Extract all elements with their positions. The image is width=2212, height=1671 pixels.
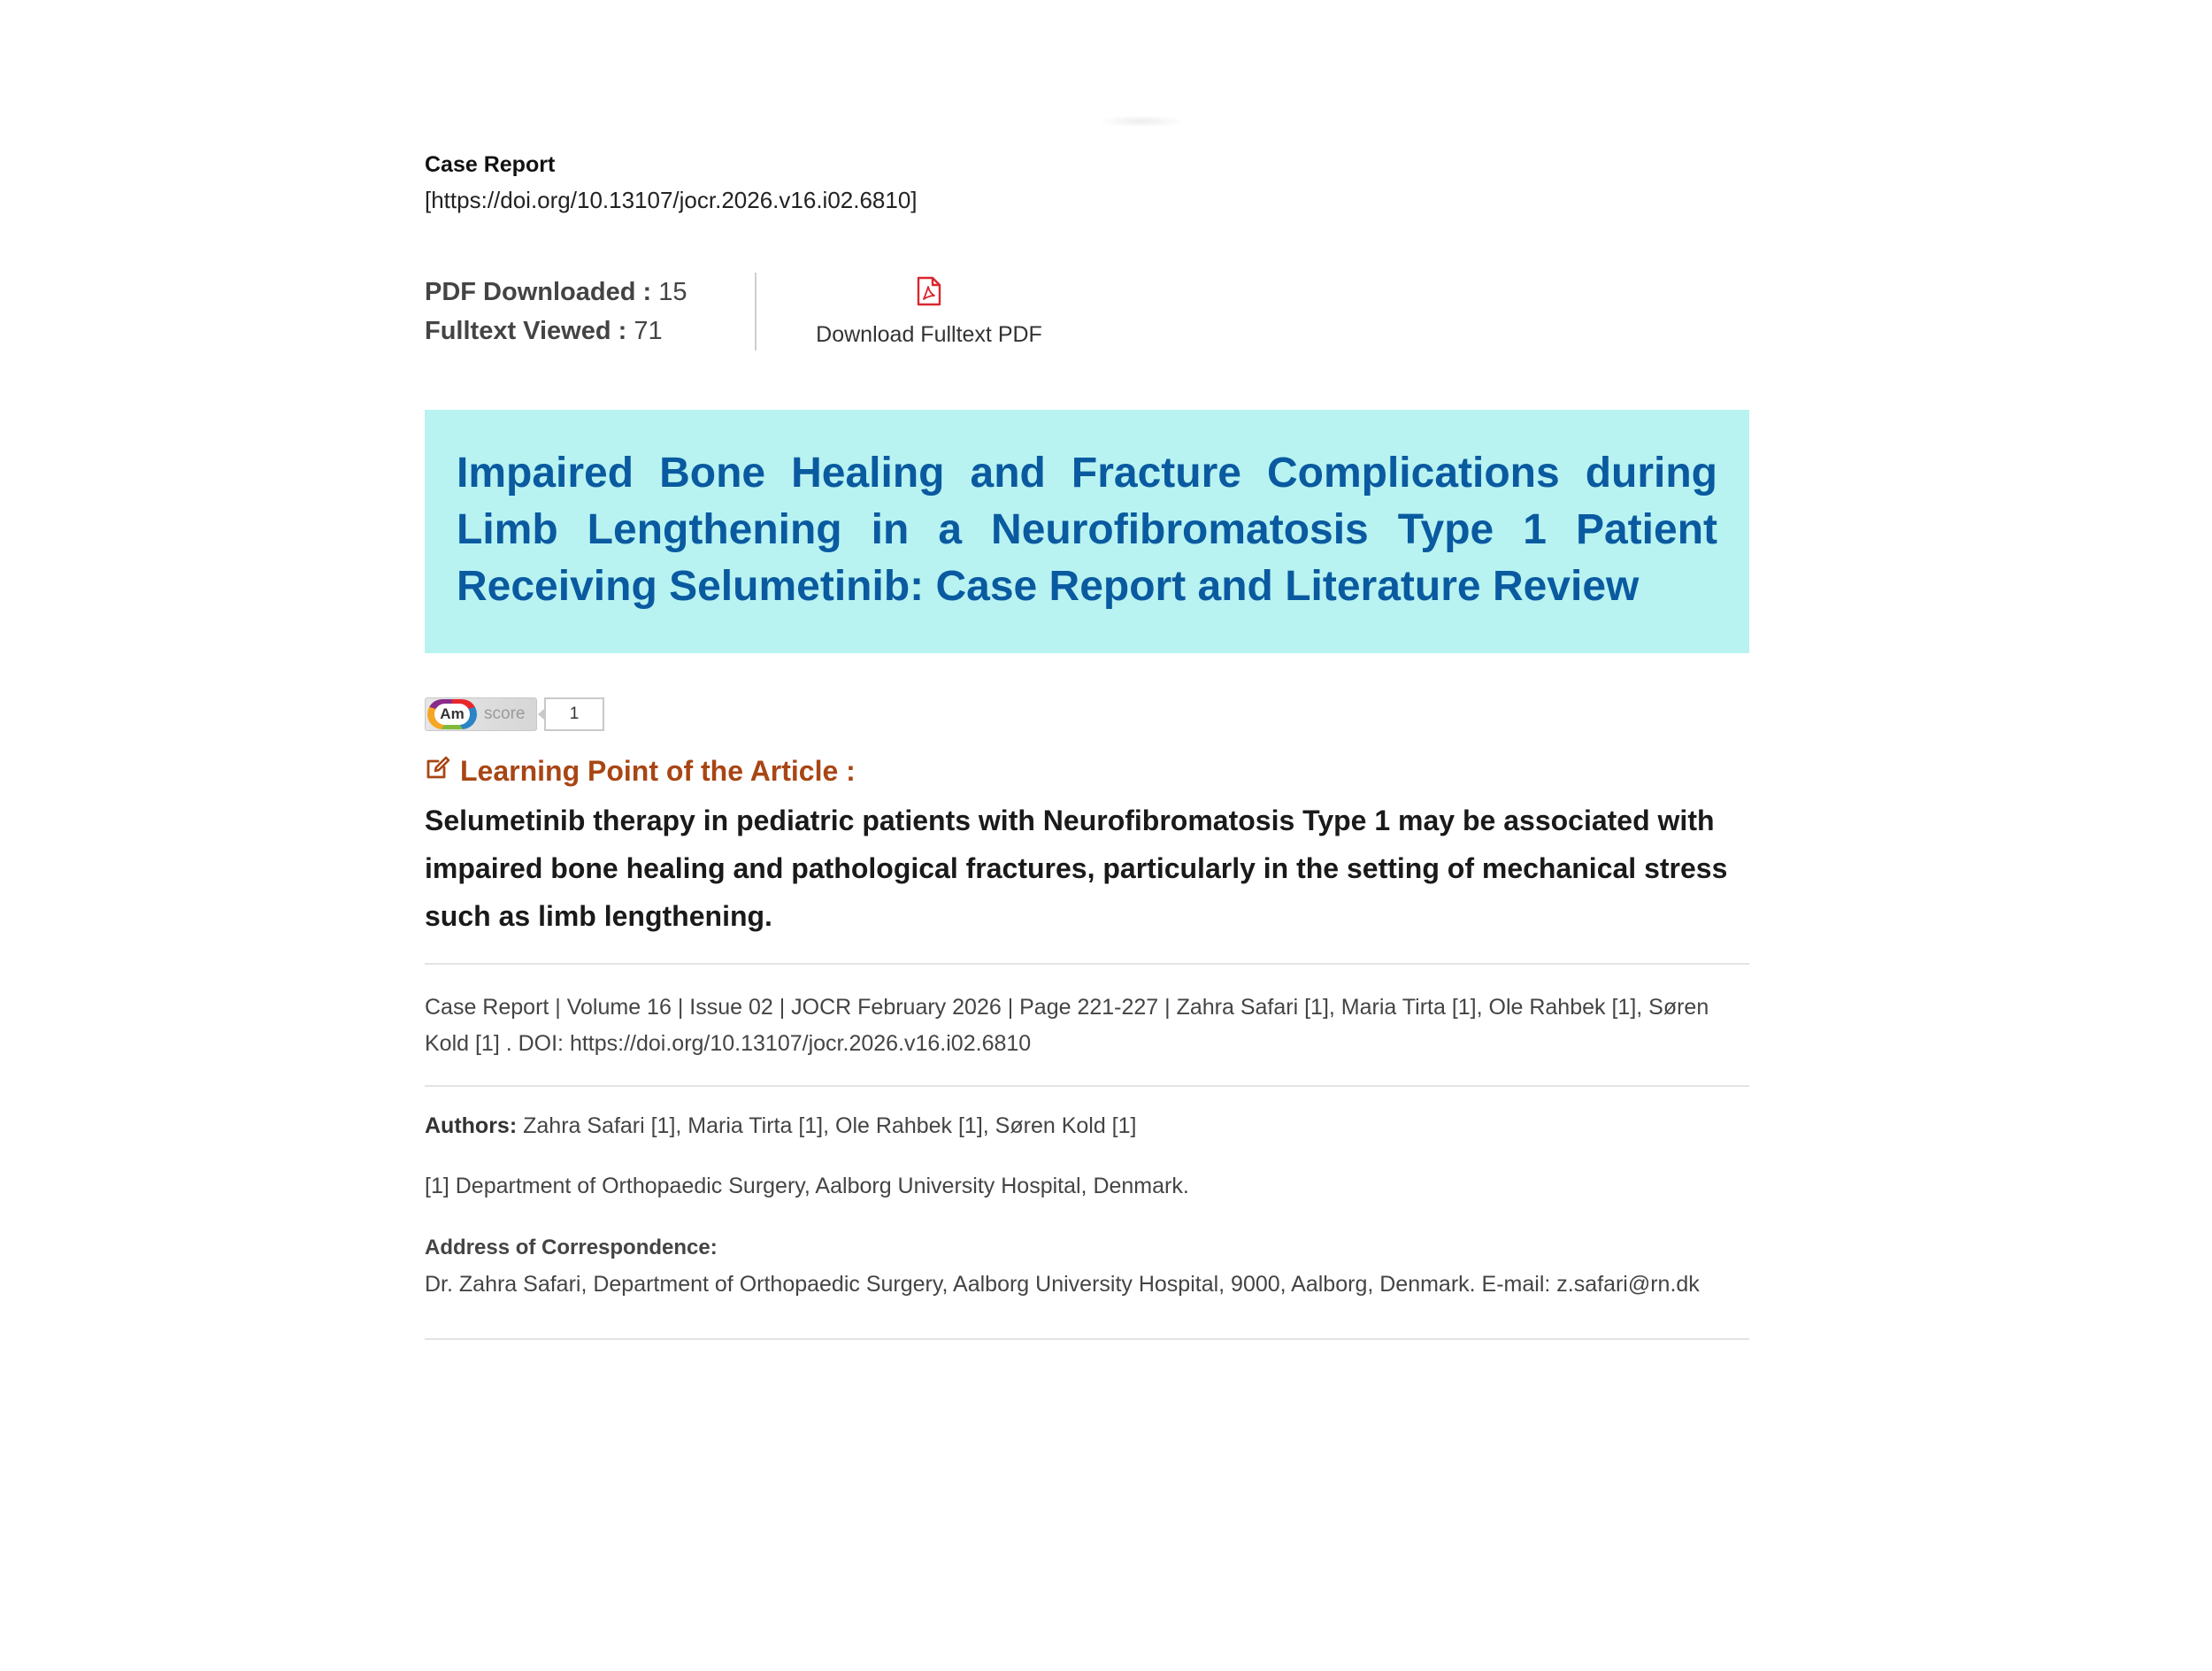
article-title-box <box>425 410 1749 653</box>
altmetric-score-label: score <box>484 705 526 723</box>
top-shadow <box>1097 115 1186 127</box>
altmetric-prefix: Am <box>434 704 470 725</box>
learning-point-text: Selumetinib therapy in pediatric patients with Neurofibromatosis Type 1 may be associated with impaired bone healing and pathological fractures, particularly in the setting of mechanical stress such as limb lengthening. <box>425 805 1728 932</box>
download-fulltext-pdf-button[interactable] <box>796 276 1062 348</box>
doi-link[interactable]: [https://doi.org/10.13107/jocr.2026.v16.i02.6810] <box>425 187 918 213</box>
altmetric-badge[interactable] <box>425 697 604 731</box>
fulltext-viewed-label: Fulltext Viewed : <box>425 317 627 345</box>
fulltext-viewed-value: 71 <box>634 317 663 345</box>
authors-line <box>425 1113 1136 1139</box>
authors-names: Zahra Safari [1], Maria Tirta [1], Ole Rahbek [1], Søren Kold [1] <box>523 1113 1137 1138</box>
correspondence-text: Dr. Zahra Safari, Department of Orthopaedic Surgery, Aalborg University Hospital, 9000, Aalborg, Denmark. E-mail: z.safari@rn.dk <box>425 1272 1700 1297</box>
altmetric-donut-icon <box>427 699 477 729</box>
citation-line: Case Report | Volume 16 | Issue 02 | JOCR February 2026 | Page 221-227 | Zahra Safari [1], Maria Tirta [1], Ole Rahbek [1], Søren Kold [1] . DOI: https://doi.org/10.13107/jocr.2026.v16.i02.6810 <box>425 995 1709 1056</box>
pdf-downloaded-label: PDF Downloaded : <box>425 278 652 306</box>
fulltext-viewed-stat <box>425 312 752 350</box>
altmetric-score-value: 1 <box>544 697 604 731</box>
learning-point-heading-text: Learning Point of the Article : <box>460 754 856 787</box>
divider-1 <box>425 963 1749 965</box>
pdf-downloaded-value: 15 <box>658 278 687 306</box>
article-stats <box>425 273 752 350</box>
download-fulltext-label: Download Fulltext PDF <box>816 322 1042 347</box>
pdf-downloaded-stat <box>425 273 752 312</box>
correspondence-label: Address of Correspondence: <box>425 1236 718 1259</box>
article-type-label: Case Report <box>425 152 556 177</box>
altmetric-logo <box>425 697 537 731</box>
edit-icon <box>425 754 460 788</box>
authors-label: Authors: <box>425 1113 518 1138</box>
article-title: Impaired Bone Healing and Fracture Complications during Limb Lengthening in a Neurofibromatosis Type 1 Patient Receiving Selumetinib: Case Report and Literature Review <box>457 450 1717 610</box>
learning-point-heading <box>425 754 856 788</box>
pdf-file-icon <box>796 276 1062 306</box>
divider-2 <box>425 1085 1749 1087</box>
affiliation: [1] Department of Orthopaedic Surgery, Aalborg University Hospital, Denmark. <box>425 1174 1189 1198</box>
divider-3 <box>425 1338 1749 1340</box>
stats-divider <box>755 273 757 350</box>
